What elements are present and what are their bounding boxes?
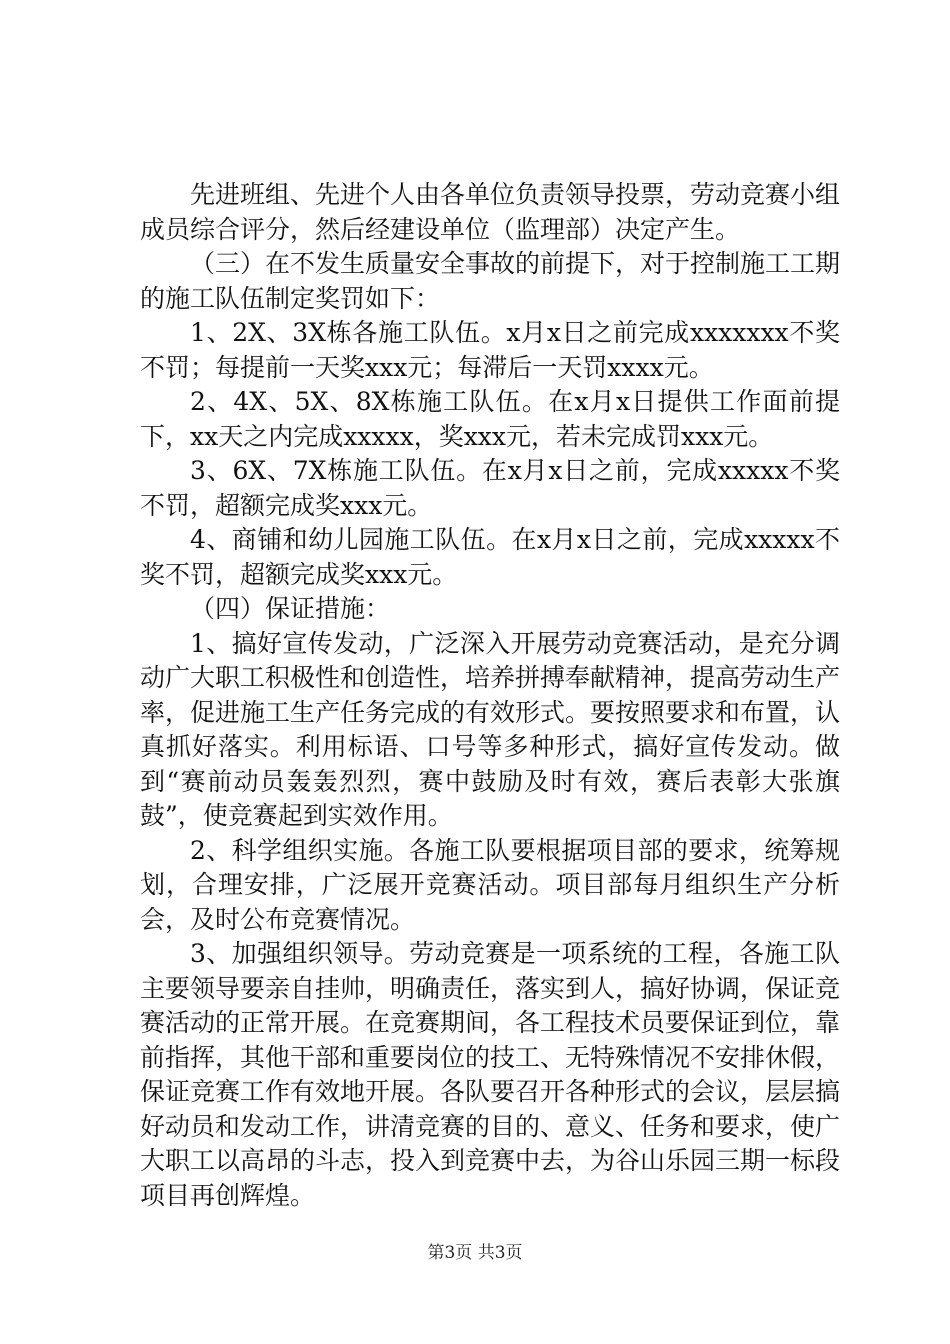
paragraph-reward-item-3: 3、6X、7X栋施工队伍。在x月x日之前，完成xxxxx不奖不罚，超额完成奖xxx元。: [140, 456, 840, 520]
paragraph-measure-1: 1、搞好宣传发动，广泛深入开展劳动竞赛活动，是充分调动广大职工积极性和创造性，培养拼搏奉献精神，提高劳动生产率，促进施工生产任务完成的有效形式。要按照要求和布置，认真抓好落实。利用标语、口号等多种形式，搞好宣传发动。做到“赛前动员轰轰烈烈，赛中鼓励及时有效，赛后表彰大张旗鼓”，使竞赛起到实效作用。: [140, 628, 841, 830]
paragraph-measure-3: 3、加强组织领导。劳动竞赛是一项系统的工程，各施工队主要领导要亲自挂帅，明确责任，落实到人，搞好协调，保证竞赛活动的正常开展。在竞赛期间，各工程技术员要保证到位，靠前指挥，其他干部和重要岗位的技工、无特殊情况不安排休假，保证竞赛工作有效地开展。各队要召开各种形式的会议，层层搞好动员和发动工作，讲清竞赛的目的、意义、任务和要求，使广大职工以高昂的斗志，投入到竞赛中去，为谷山乐园三期一标段项目再创辉煌。: [140, 939, 841, 1210]
document-body: [140, 178, 840, 1213]
paragraph-reward-item-1: 1、2X、3X栋各施工队伍。x月x日之前完成xxxxxxx不奖不罚；每提前一天奖xxx元；每滞后一天罚xxxx元。: [140, 318, 840, 382]
paragraph-selection-method: 先进班组、先进个人由各单位负责领导投票，劳动竞赛小组成员综合评分，然后经建设单位（监理部）决定产生。: [140, 180, 841, 244]
paragraph-section-three-heading: （三）在不发生质量安全事故的前提下，对于控制施工工期的施工队伍制定奖罚如下：: [140, 249, 841, 313]
paragraph-reward-item-4: 4、商铺和幼儿园施工队伍。在x月x日之前，完成xxxxx不奖不罚，超额完成奖xxx元。: [140, 525, 840, 589]
page-number-footer: 第3页 共3页: [427, 1243, 523, 1263]
paragraph-measure-2: 2、科学组织实施。各施工队要根据项目部的要求，统筹规划，合理安排，广泛展开竞赛活动。项目部每月组织生产分析会，及时公布竞赛情况。: [140, 835, 840, 934]
paragraph-reward-item-2: 2、4X、5X、8X栋施工队伍。在x月x日提供工作面前提下，xx天之内完成xxxxx，奖xxx元，若未完成罚xxx元。: [140, 387, 840, 451]
paragraph-section-four-heading: （四）保证措施：: [190, 594, 391, 623]
